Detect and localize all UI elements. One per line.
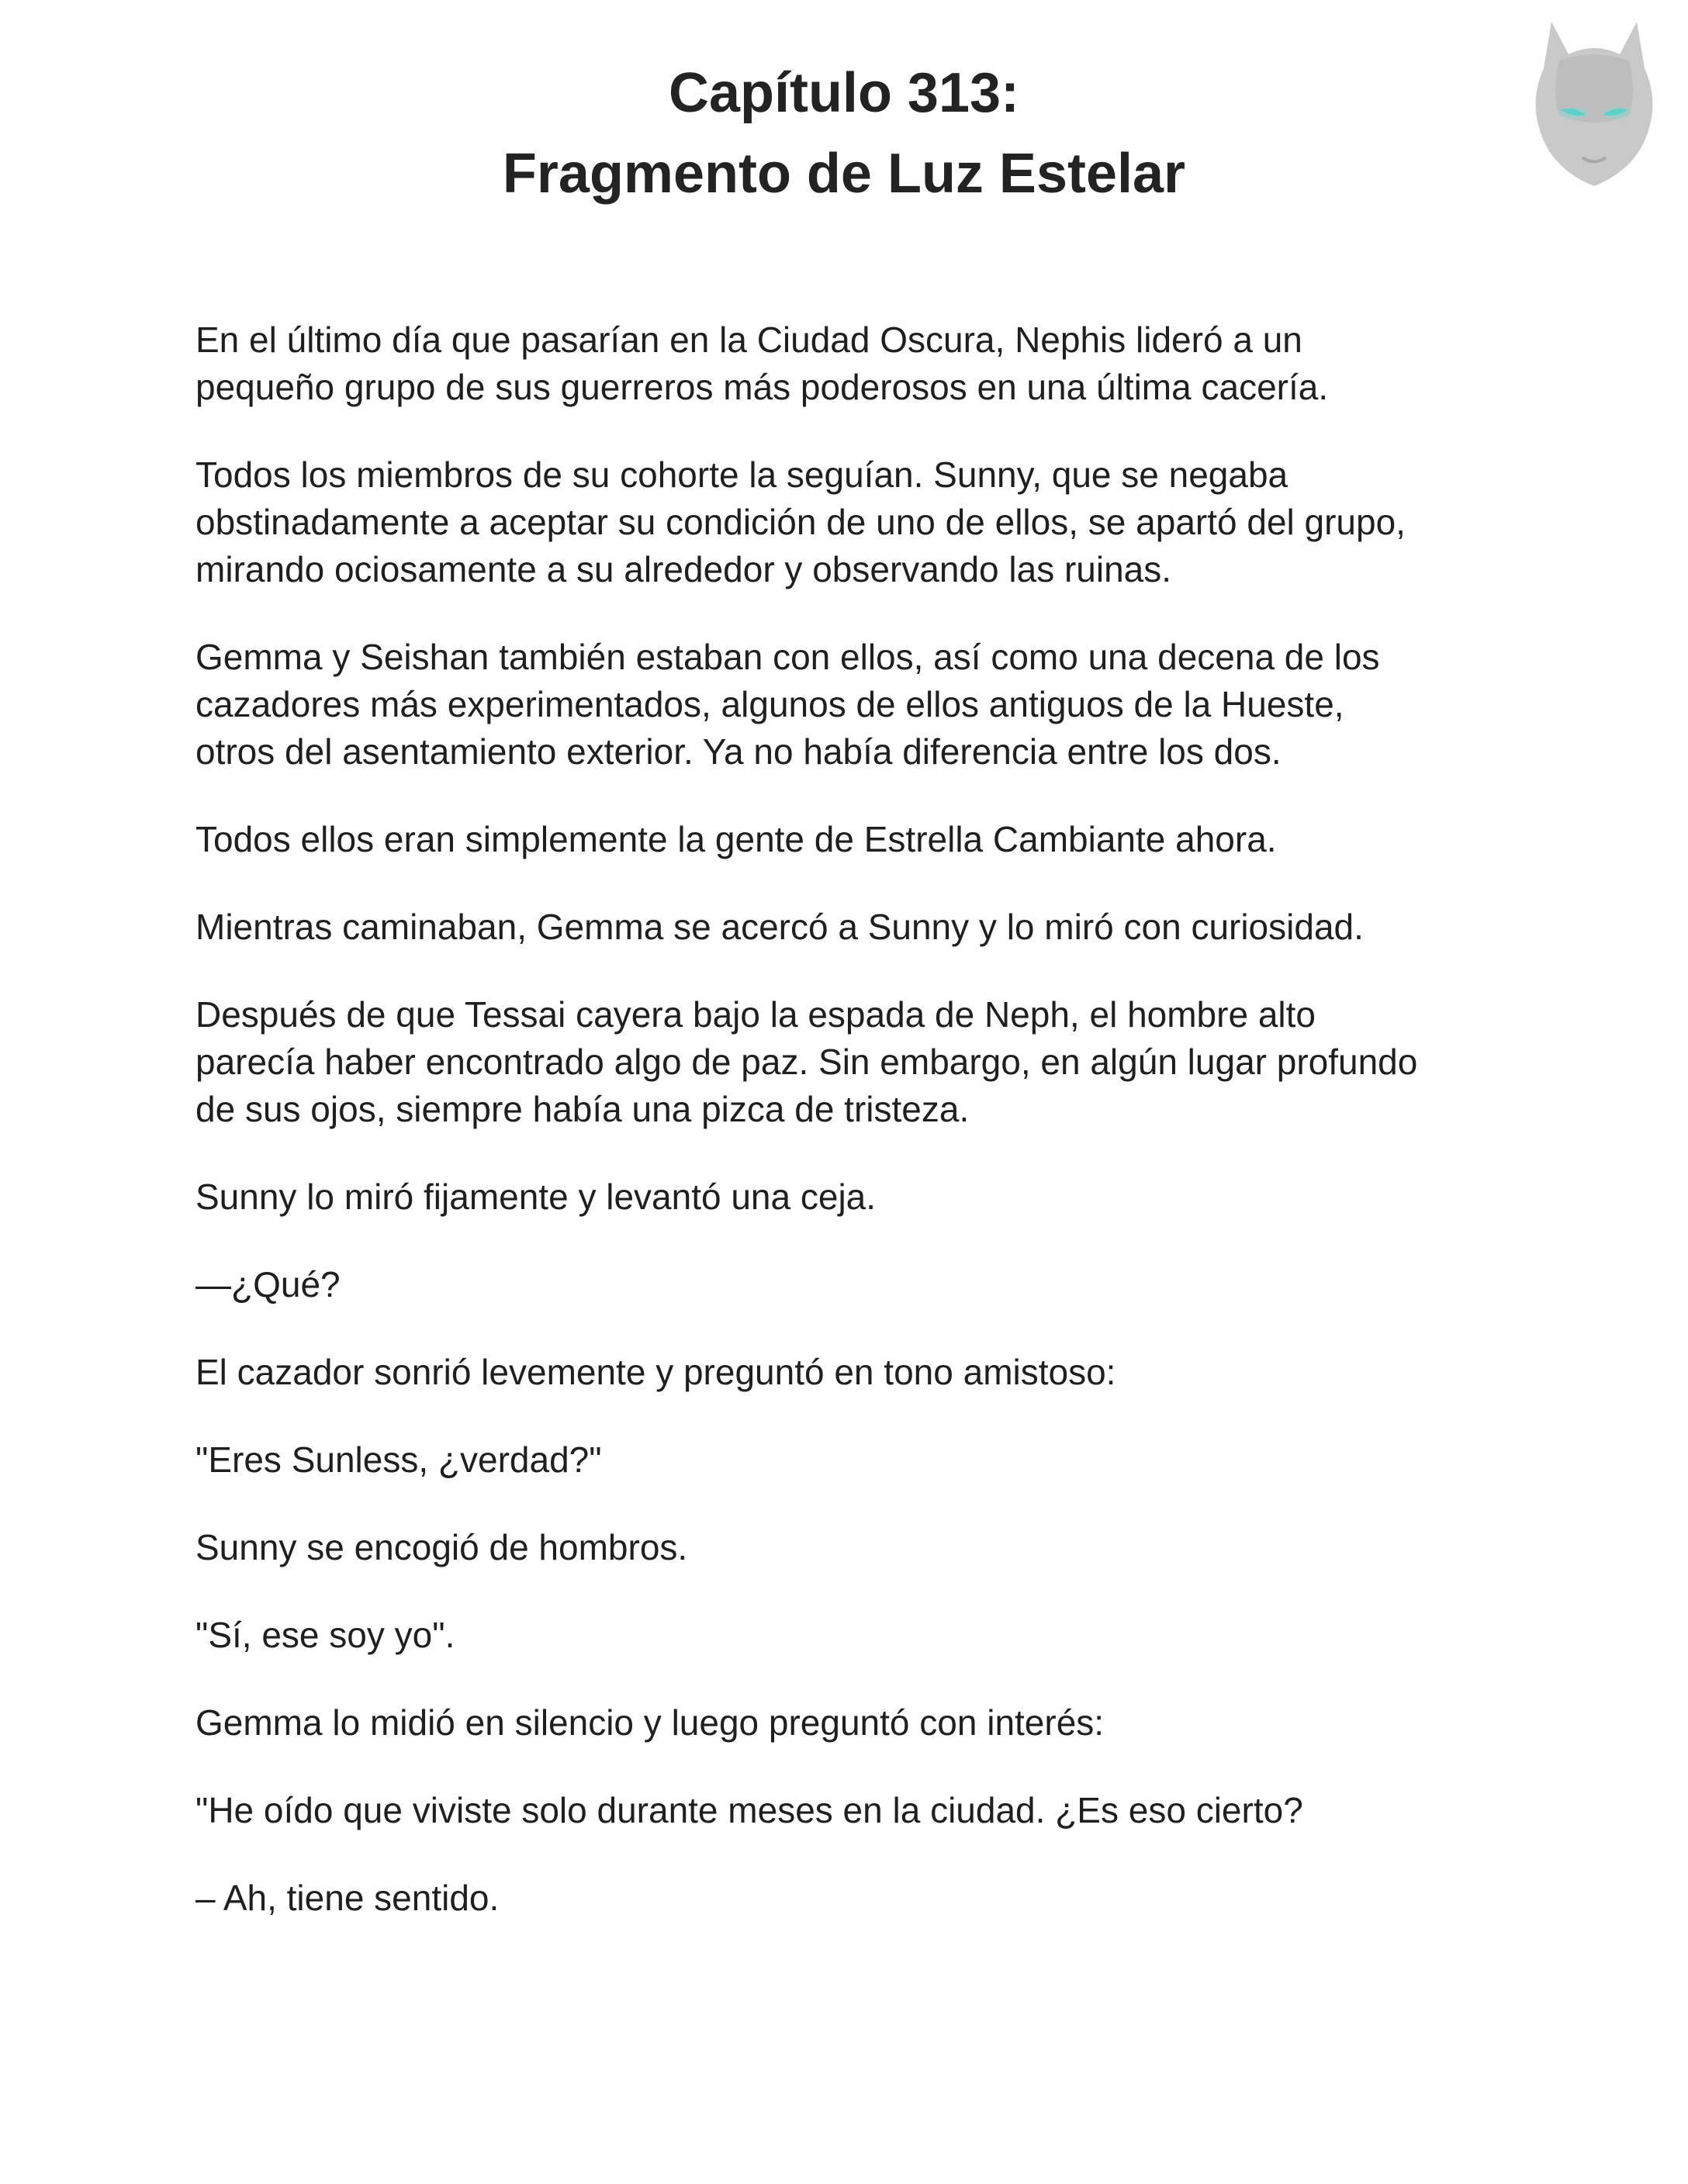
chapter-body — [195, 316, 1514, 1962]
text-line: El cazador sonrió levemente y preguntó en tono amistoso: — [195, 1352, 1116, 1392]
chapter-title — [0, 53, 1688, 214]
paragraph — [195, 1875, 1514, 1922]
text-line: "He oído que viviste solo durante meses en la ciudad. ¿Es eso cierto? — [195, 1790, 1303, 1830]
text-line: – Ah, tiene sentido. — [195, 1878, 500, 1918]
paragraph — [195, 1261, 1514, 1308]
text-line: obstinadamente a aceptar su condición de uno de ellos, se apartó del grupo, — [195, 502, 1406, 542]
paragraph — [195, 816, 1514, 863]
text-line: "Eres Sunless, ¿verdad?" — [195, 1439, 602, 1480]
chapter-title-line-1: Capítulo 313: — [668, 62, 1020, 124]
text-line: pequeño grupo de sus guerreros más poderosos en una última cacería. — [195, 367, 1329, 407]
text-line: cazadores más experimentados, algunos de ellos antiguos de la Hueste, — [195, 684, 1344, 724]
text-line: Gemma y Seishan también estaban con ellos, así como una decena de los — [195, 637, 1380, 677]
paragraph — [195, 451, 1514, 593]
chapter-title-line-2: Fragmento de Luz Estelar — [502, 143, 1186, 205]
paragraph — [195, 1173, 1514, 1221]
paragraph — [195, 1524, 1514, 1571]
text-line: mirando ociosamente a su alrededor y observando las ruinas. — [195, 549, 1172, 589]
text-line: Sunny se encogió de hombros. — [195, 1527, 688, 1567]
text-line: Después de que Tessai cayera bajo la espada de Neph, el hombre alto — [195, 994, 1316, 1035]
paragraph — [195, 1436, 1514, 1484]
text-line: Todos ellos eran simplemente la gente de Estrella Cambiante ahora. — [195, 819, 1277, 859]
text-line: otros del asentamiento exterior. Ya no había diferencia entre los dos. — [195, 731, 1282, 772]
text-line: Mientras caminaban, Gemma se acercó a Sunny y lo miró con curiosidad. — [195, 907, 1364, 947]
paragraph — [195, 991, 1514, 1133]
text-line: Sunny lo miró fijamente y levantó una ceja. — [195, 1177, 877, 1217]
paragraph — [195, 1349, 1514, 1396]
paragraph — [195, 1612, 1514, 1659]
text-line: "Sí, ese soy yo". — [195, 1615, 455, 1655]
paragraph — [195, 904, 1514, 951]
paragraph — [195, 316, 1514, 411]
text-line: —¿Qué? — [195, 1264, 341, 1305]
text-line: de sus ojos, siempre había una pizca de tristeza. — [195, 1089, 970, 1129]
text-line: parecía haber encontrado algo de paz. Sin embargo, en algún lugar profundo — [195, 1042, 1418, 1082]
text-line: En el último día que pasarían en la Ciudad Oscura, Nephis lideró a un — [195, 320, 1302, 360]
paragraph — [195, 1787, 1514, 1834]
paragraph — [195, 634, 1514, 776]
paragraph — [195, 1699, 1514, 1747]
text-line: Gemma lo midió en silencio y luego preguntó con interés: — [195, 1702, 1105, 1743]
text-line: Todos los miembros de su cohorte la seguían. Sunny, que se negaba — [195, 454, 1288, 495]
